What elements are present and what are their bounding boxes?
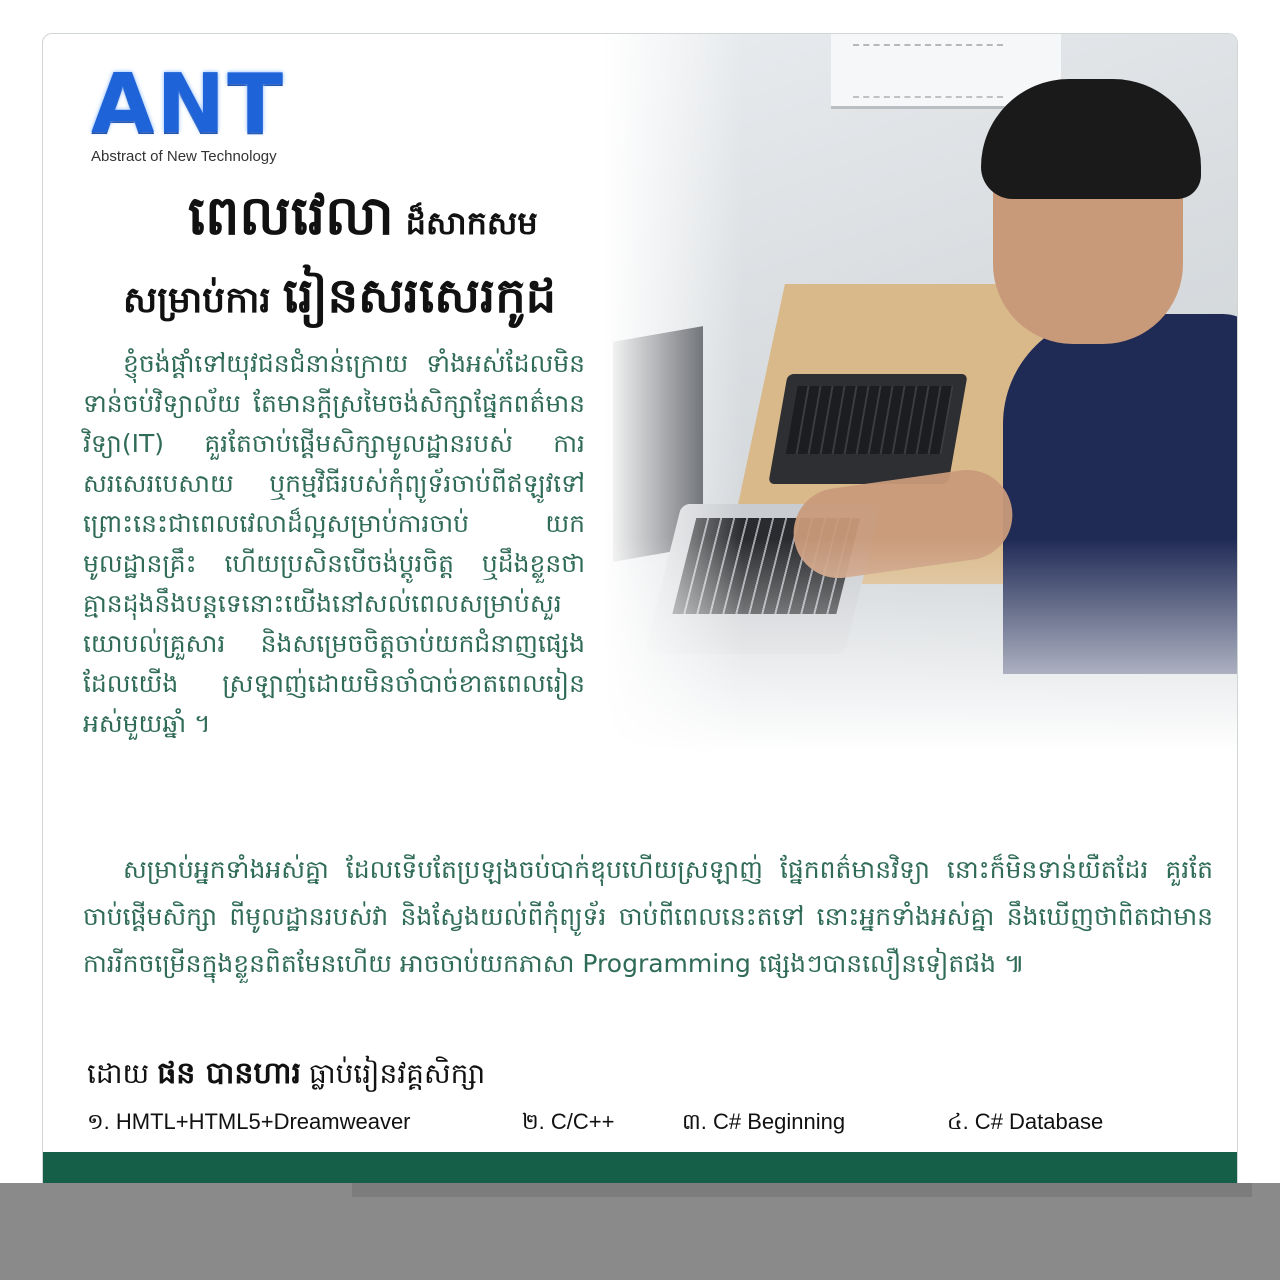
whiteboard-writing — [853, 44, 1003, 98]
author-line — [87, 1054, 485, 1098]
course-item: ៤. C# Database — [947, 1109, 1104, 1134]
headline-suitable: ដ៏សាកសម — [405, 204, 538, 242]
author-name: ផន បានហារ — [157, 1056, 301, 1091]
author-suffix: ធ្លាប់រៀនវគ្គសិក្សា — [308, 1057, 486, 1090]
course-item: ២. C/C++ — [522, 1109, 615, 1134]
student-hair — [981, 79, 1201, 199]
ant-logo — [91, 57, 286, 165]
logo-wordmark: ANT — [91, 57, 286, 152]
course-item: ៣. C# Beginning — [682, 1109, 846, 1134]
headline-for: សម្រាប់ការ — [123, 280, 271, 321]
course-list — [87, 1108, 1217, 1138]
course-item: ១. HMTL+HTML5+Dreamweaver — [87, 1109, 411, 1134]
dark-laptop — [768, 374, 967, 484]
screenshot-bottom-overlay — [0, 1183, 1280, 1280]
headline-time: ពេលវេលា — [188, 183, 394, 247]
body-paragraph-1: ខ្ញុំចង់ផ្ដាំទៅយុវជនជំនាន់ក្រោយ ទាំងអស់ដែលមិនទាន់ចប់វិទ្យាល័យ តែមានក្ដីស្រមៃចង់សិក្សាផ្នែកពត៌មានវិទ្យា(IT) គួរតែចាប់ផ្ដើមសិក្សាមូលដ្ឋានរបស់ ការសរសេរបេសាយ ឬកម្មវិធីរបស់កុំព្យូទ័រចាប់ពីឥឡូវទៅ ព្រោះនេះជាពេលវេលាដ៏ល្អសម្រាប់ការចាប់ យកមូលដ្ឋានគ្រឹះ ហើយប្រសិនបើចង់ប្ដូរចិត្ត ឬដឹងខ្លួនថាគ្មានដុងនឹងបន្តទេនោះយើងនៅសល់ពេលសម្រាប់សួរយោបល់គ្រួសារ និងសម្រេចចិត្តចាប់យកជំនាញផ្សេងដែលយើង ស្រឡាញ់ដោយមិនចាំបាច់ខាតពេលរៀនអស់មួយឆ្នាំ ។ — [83, 349, 585, 738]
poster-card — [42, 33, 1238, 1275]
author-prefix: ដោយ — [87, 1057, 150, 1090]
logo-tagline: Abstract of New Technology — [91, 148, 277, 165]
headline-learn-coding: រៀនសរសេរកូដ — [282, 268, 557, 324]
student-coding-photo — [603, 34, 1237, 754]
headline-line-2 — [123, 266, 556, 336]
body-paragraph-2: សម្រាប់អ្នកទាំងអស់គ្នា ដែលទើបតែប្រឡងចប់បាក់ឌុបហើយស្រឡាញ់ ផ្នែកពត៌មានវិទ្យា នោះក៏មិនទាន់យឺតដែរ គួរតែចាប់ផ្ដើមសិក្សា ពីមូលដ្ឋានរបស់វា និងស្វែងយល់ពីកុំព្យូទ័រ ចាប់ពីពេលនេះតទៅ នោះអ្នកទាំងអស់គ្នា នឹងឃើញថាពិតជាមានការរីកចម្រើនក្នុងខ្លួនពិតមែនហើយ អាចចាប់យកភាសា Programming ផ្សេងៗបានលឿនទៀតផង ៕ — [83, 855, 1213, 978]
student-shirt — [1003, 314, 1238, 674]
headline-line-1 — [188, 182, 538, 261]
